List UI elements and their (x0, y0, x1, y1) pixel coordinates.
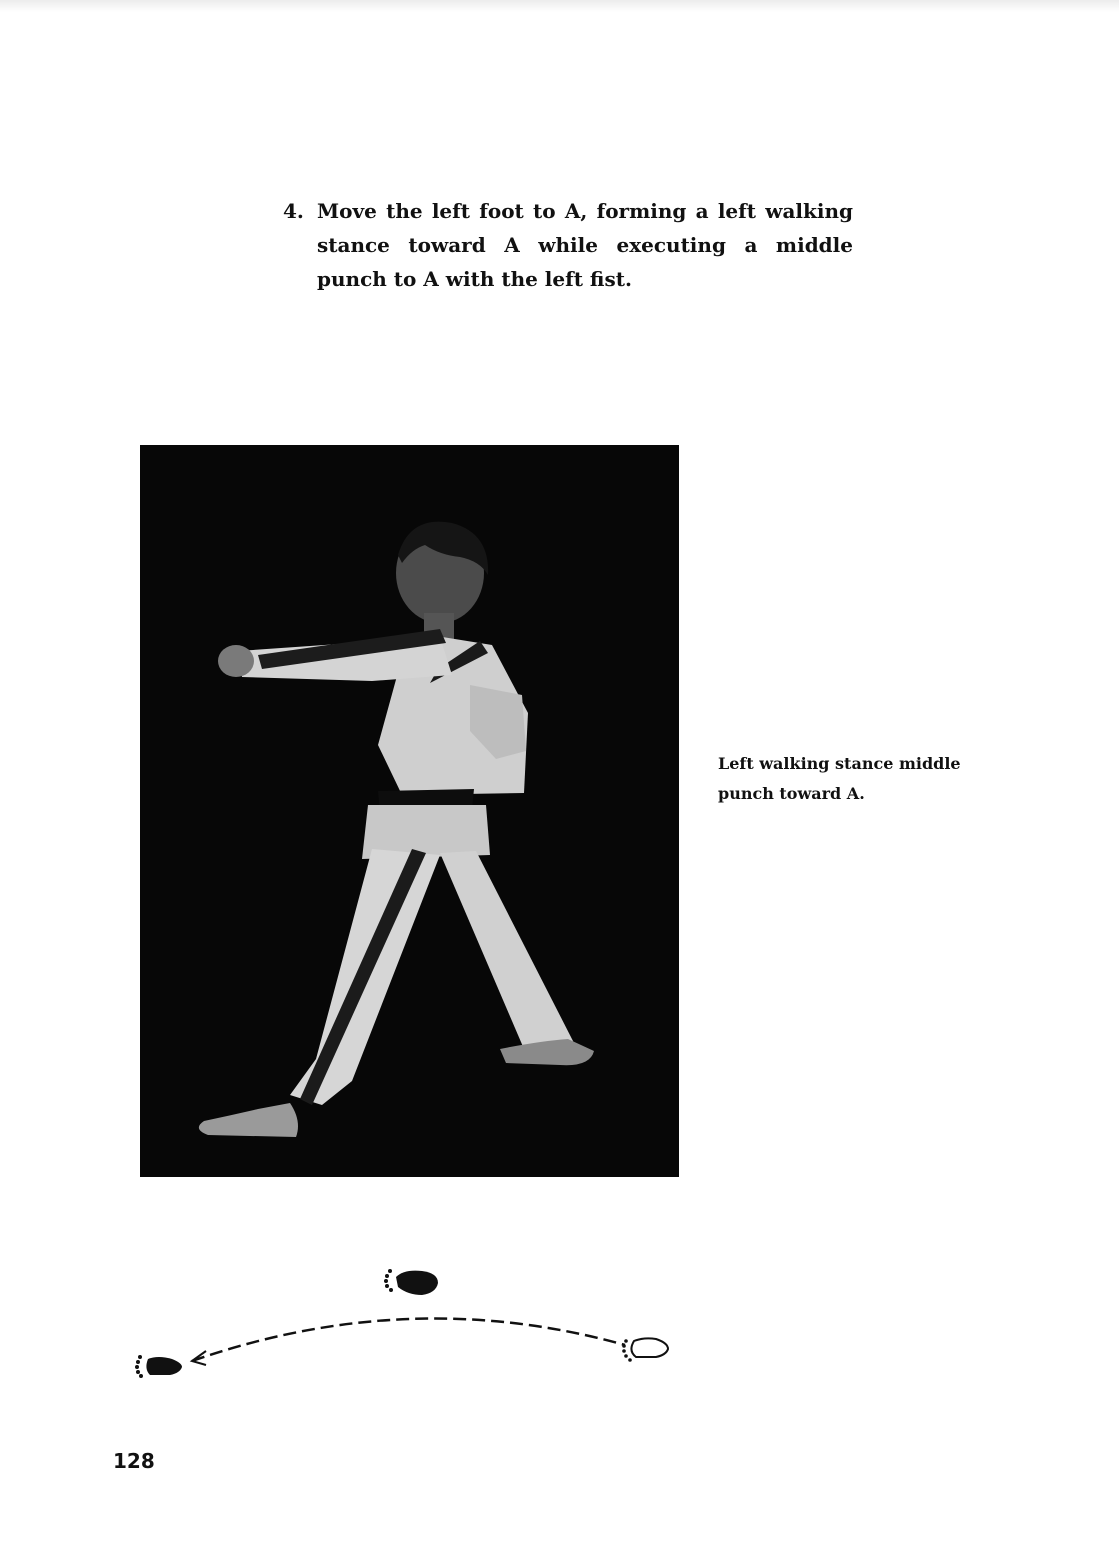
movement-path (192, 1319, 625, 1361)
footprint-outline-icon (622, 1338, 668, 1361)
page-number: 128 (113, 1449, 155, 1473)
instruction-step (283, 194, 853, 296)
martial-artist-figure (140, 445, 679, 1177)
step-number: 4. (283, 199, 304, 223)
step-text: Move the left foot to A, forming a left walking stance toward A while executing a middle punch to A with the left fist. (317, 199, 853, 291)
footprint-solid-icon (384, 1269, 438, 1295)
footprint-solid-icon (135, 1355, 182, 1378)
fist (218, 645, 254, 677)
page-top-edge (0, 0, 1119, 12)
footwork-diagram (120, 1255, 690, 1399)
stance-photo (140, 445, 679, 1177)
photo-caption: Left walking stance middle punch toward A. (718, 754, 961, 803)
